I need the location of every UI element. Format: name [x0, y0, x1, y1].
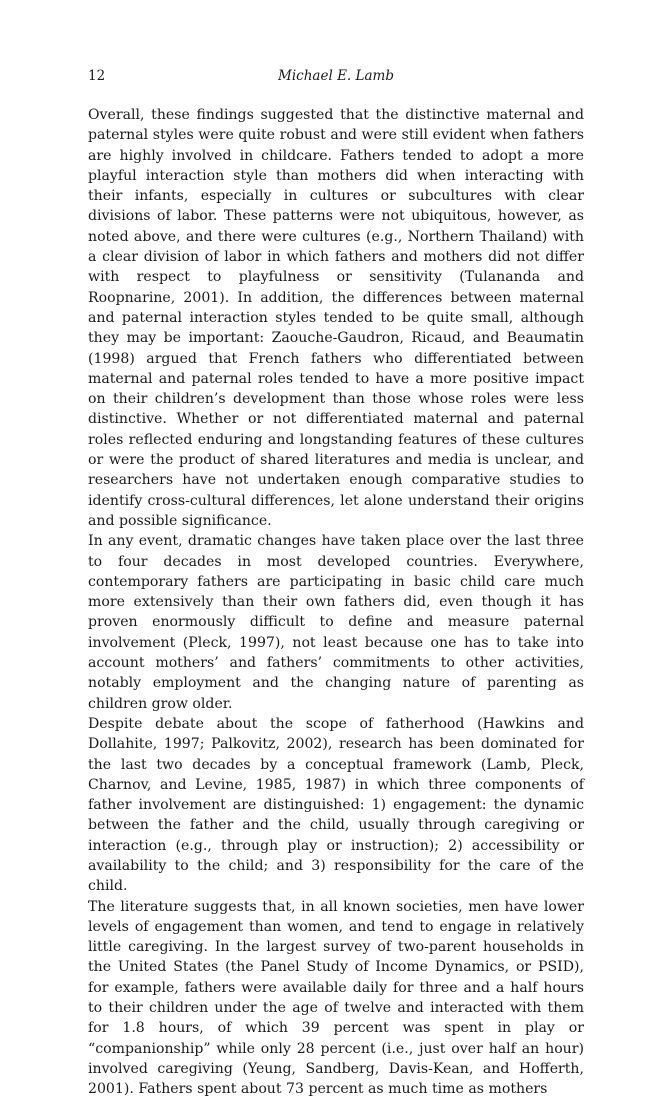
page-number: 12	[88, 68, 106, 84]
running-title: Michael E. Lamb	[278, 68, 394, 84]
paragraph-1: Overall, these findings suggested that the distinctive maternal and paternal styles were quite robust and were still evident when fathers are highly involved in childcare. Fathers tended to adopt a more playful interaction style than mothers did when interacting with their infants, especially in cultures or subcultures with clear divisions of labor. These patterns were not ubiquitous, however, as noted above, and there were cultures (e.g., Northern Thailand) with a clear division of labor in which fathers and mothers did not differ with respect to playfulness or sensitivity (Tulananda and Roopnarine, 2001). In addition, the differences between maternal and paternal interaction styles tended to be quite small, although they may be important: Zaouche-Gaudron, Ricaud, and Beaumatin (1998) argued that French fathers who differentiated between maternal and paternal roles tended to have a more positive impact on their children’s development than those whose roles were less distinctive. Whether or not differentiated maternal and paternal roles reflected enduring and longstanding features of these cultures or were the product of shared literatures and media is unclear, and researchers have not undertaken enough comparative studies to identify cross-cultural differences, let alone understand their origins and possible significance.	[88, 107, 584, 529]
paragraph-3: Despite debate about the scope of fatherhood (Hawkins and Dollahite, 1997; Palkovitz, 2002), research has been dominated for the last two decades by a conceptual framework (Lamb, Pleck, Charnov, and Levine, 1985, 1987) in which three components of father involvement are distinguished: 1) engagement: the dynamic between the father and the child, usually through caregiving or interaction (e.g., through play or instruction); 2) accessibility or availability to the child; and 3) responsibility for the care of the child.	[88, 715, 584, 895]
body-text	[88, 105, 584, 1100]
paragraph-2: In any event, dramatic changes have taken place over the last three to four decades in most developed countries. Everywhere, contemporary fathers are participating in basic child care much more extensively than their own fathers did, even though it has proven enormously difficult to define and measure paternal involvement (Pleck, 1997), not least because one has to take into account mothers’ and fathers’ commitments to other activities, notably employment and the changing nature of parenting as children grow older.	[88, 533, 584, 712]
paragraph-4: The literature suggests that, in all known societies, men have lower levels of engagement than women, and tend to engage in relatively little caregiving. In the largest survey of two-parent households in the United States (the Panel Study of Income Dynamics, or PSID), for example, fathers were available daily for three and a half hours to their children under the age of twelve and interacted with them for 1.8 hours, of which 39 percent was spent in play or “companionship” while only 28 percent (i.e., just over half an hour) involved caregiving (Yeung, Sandberg, Davis-Kean, and Hofferth, 2001). Fathers spent about 73 percent as much time as mothers	[88, 898, 584, 1098]
running-head	[88, 68, 584, 88]
